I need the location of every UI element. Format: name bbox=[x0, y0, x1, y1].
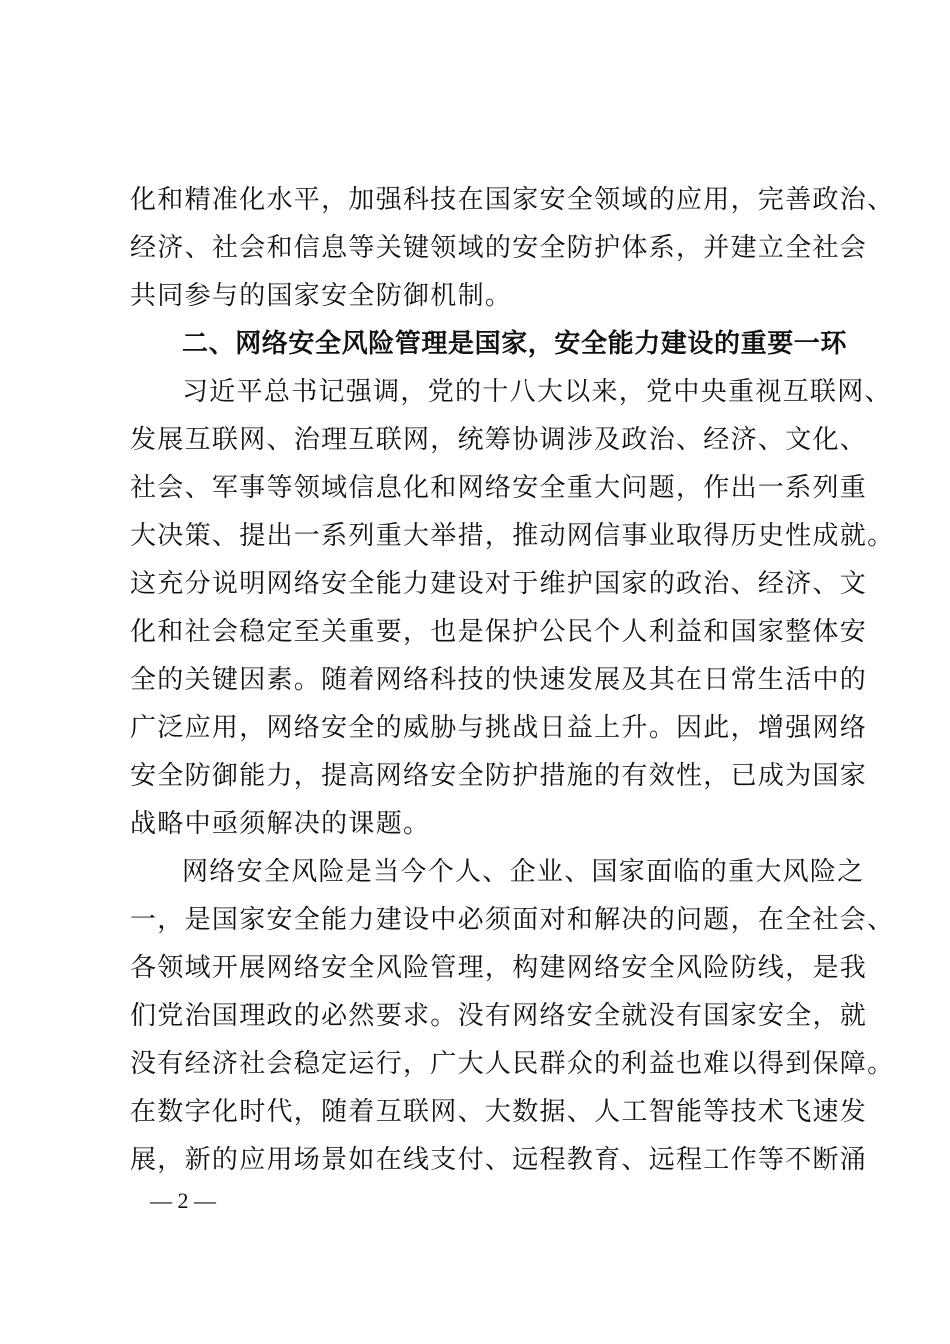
text-line: 们党治国理政的必然要求。没有网络安全就没有国家安全，就 bbox=[130, 1001, 868, 1031]
text-line: 展，新的应用场景如在线支付、远程教育、远程工作等不断涌 bbox=[130, 1145, 868, 1175]
text-line: 安全防御能力，提高网络安全防护措施的有效性，已成为国家 bbox=[130, 761, 868, 791]
text-line: 社会、军事等领域信息化和网络安全重大问题，作出一系列重 bbox=[130, 473, 868, 503]
section-heading: 二、网络安全风险管理是国家，安全能力建设的重要一环 bbox=[182, 329, 848, 359]
text-line: 习近平总书记强调，党的十八大以来，党中央重视互联网、 bbox=[182, 377, 892, 407]
text-line: 经济、社会和信息等关键领域的安全防护体系，并建立全社会 bbox=[130, 233, 868, 263]
text-line: 网络安全风险是当今个人、企业、国家面临的重大风险之 bbox=[182, 857, 865, 887]
text-line: 这充分说明网络安全能力建设对于维护国家的政治、经济、文 bbox=[130, 569, 868, 599]
text-line: 化和精准化水平，加强科技在国家安全领域的应用，完善政治、 bbox=[130, 185, 895, 215]
text-line: 各领域开展网络安全风险管理，构建网络安全风险防线，是我 bbox=[130, 953, 868, 983]
text-line: 战略中亟须解决的课题。 bbox=[130, 809, 431, 839]
text-line: 一，是国家安全能力建设中必须面对和解决的问题，在全社会、 bbox=[130, 905, 895, 935]
text-line: 没有经济社会稳定运行，广大人民群众的利益也难以得到保障。 bbox=[130, 1049, 895, 1079]
text-line: 共同参与的国家安全防御机制。 bbox=[130, 281, 513, 311]
text-line: 全的关键因素。随着网络科技的快速发展及其在日常生活中的 bbox=[130, 665, 868, 695]
text-line: 广泛应用，网络安全的威胁与挑战日益上升。因此，增强网络 bbox=[130, 713, 868, 743]
text-line: 发展互联网、治理互联网，统筹协调涉及政治、经济、文化、 bbox=[130, 425, 868, 455]
page-number: — 2 — bbox=[150, 1188, 216, 1213]
text-line: 大决策、提出一系列重大举措，推动网信事业取得历史性成就。 bbox=[130, 521, 895, 551]
text-line: 在数字化时代，随着互联网、大数据、人工智能等技术飞速发 bbox=[130, 1097, 868, 1127]
text-line: 化和社会稳定至关重要，也是保护公民个人利益和国家整体安 bbox=[130, 617, 868, 647]
